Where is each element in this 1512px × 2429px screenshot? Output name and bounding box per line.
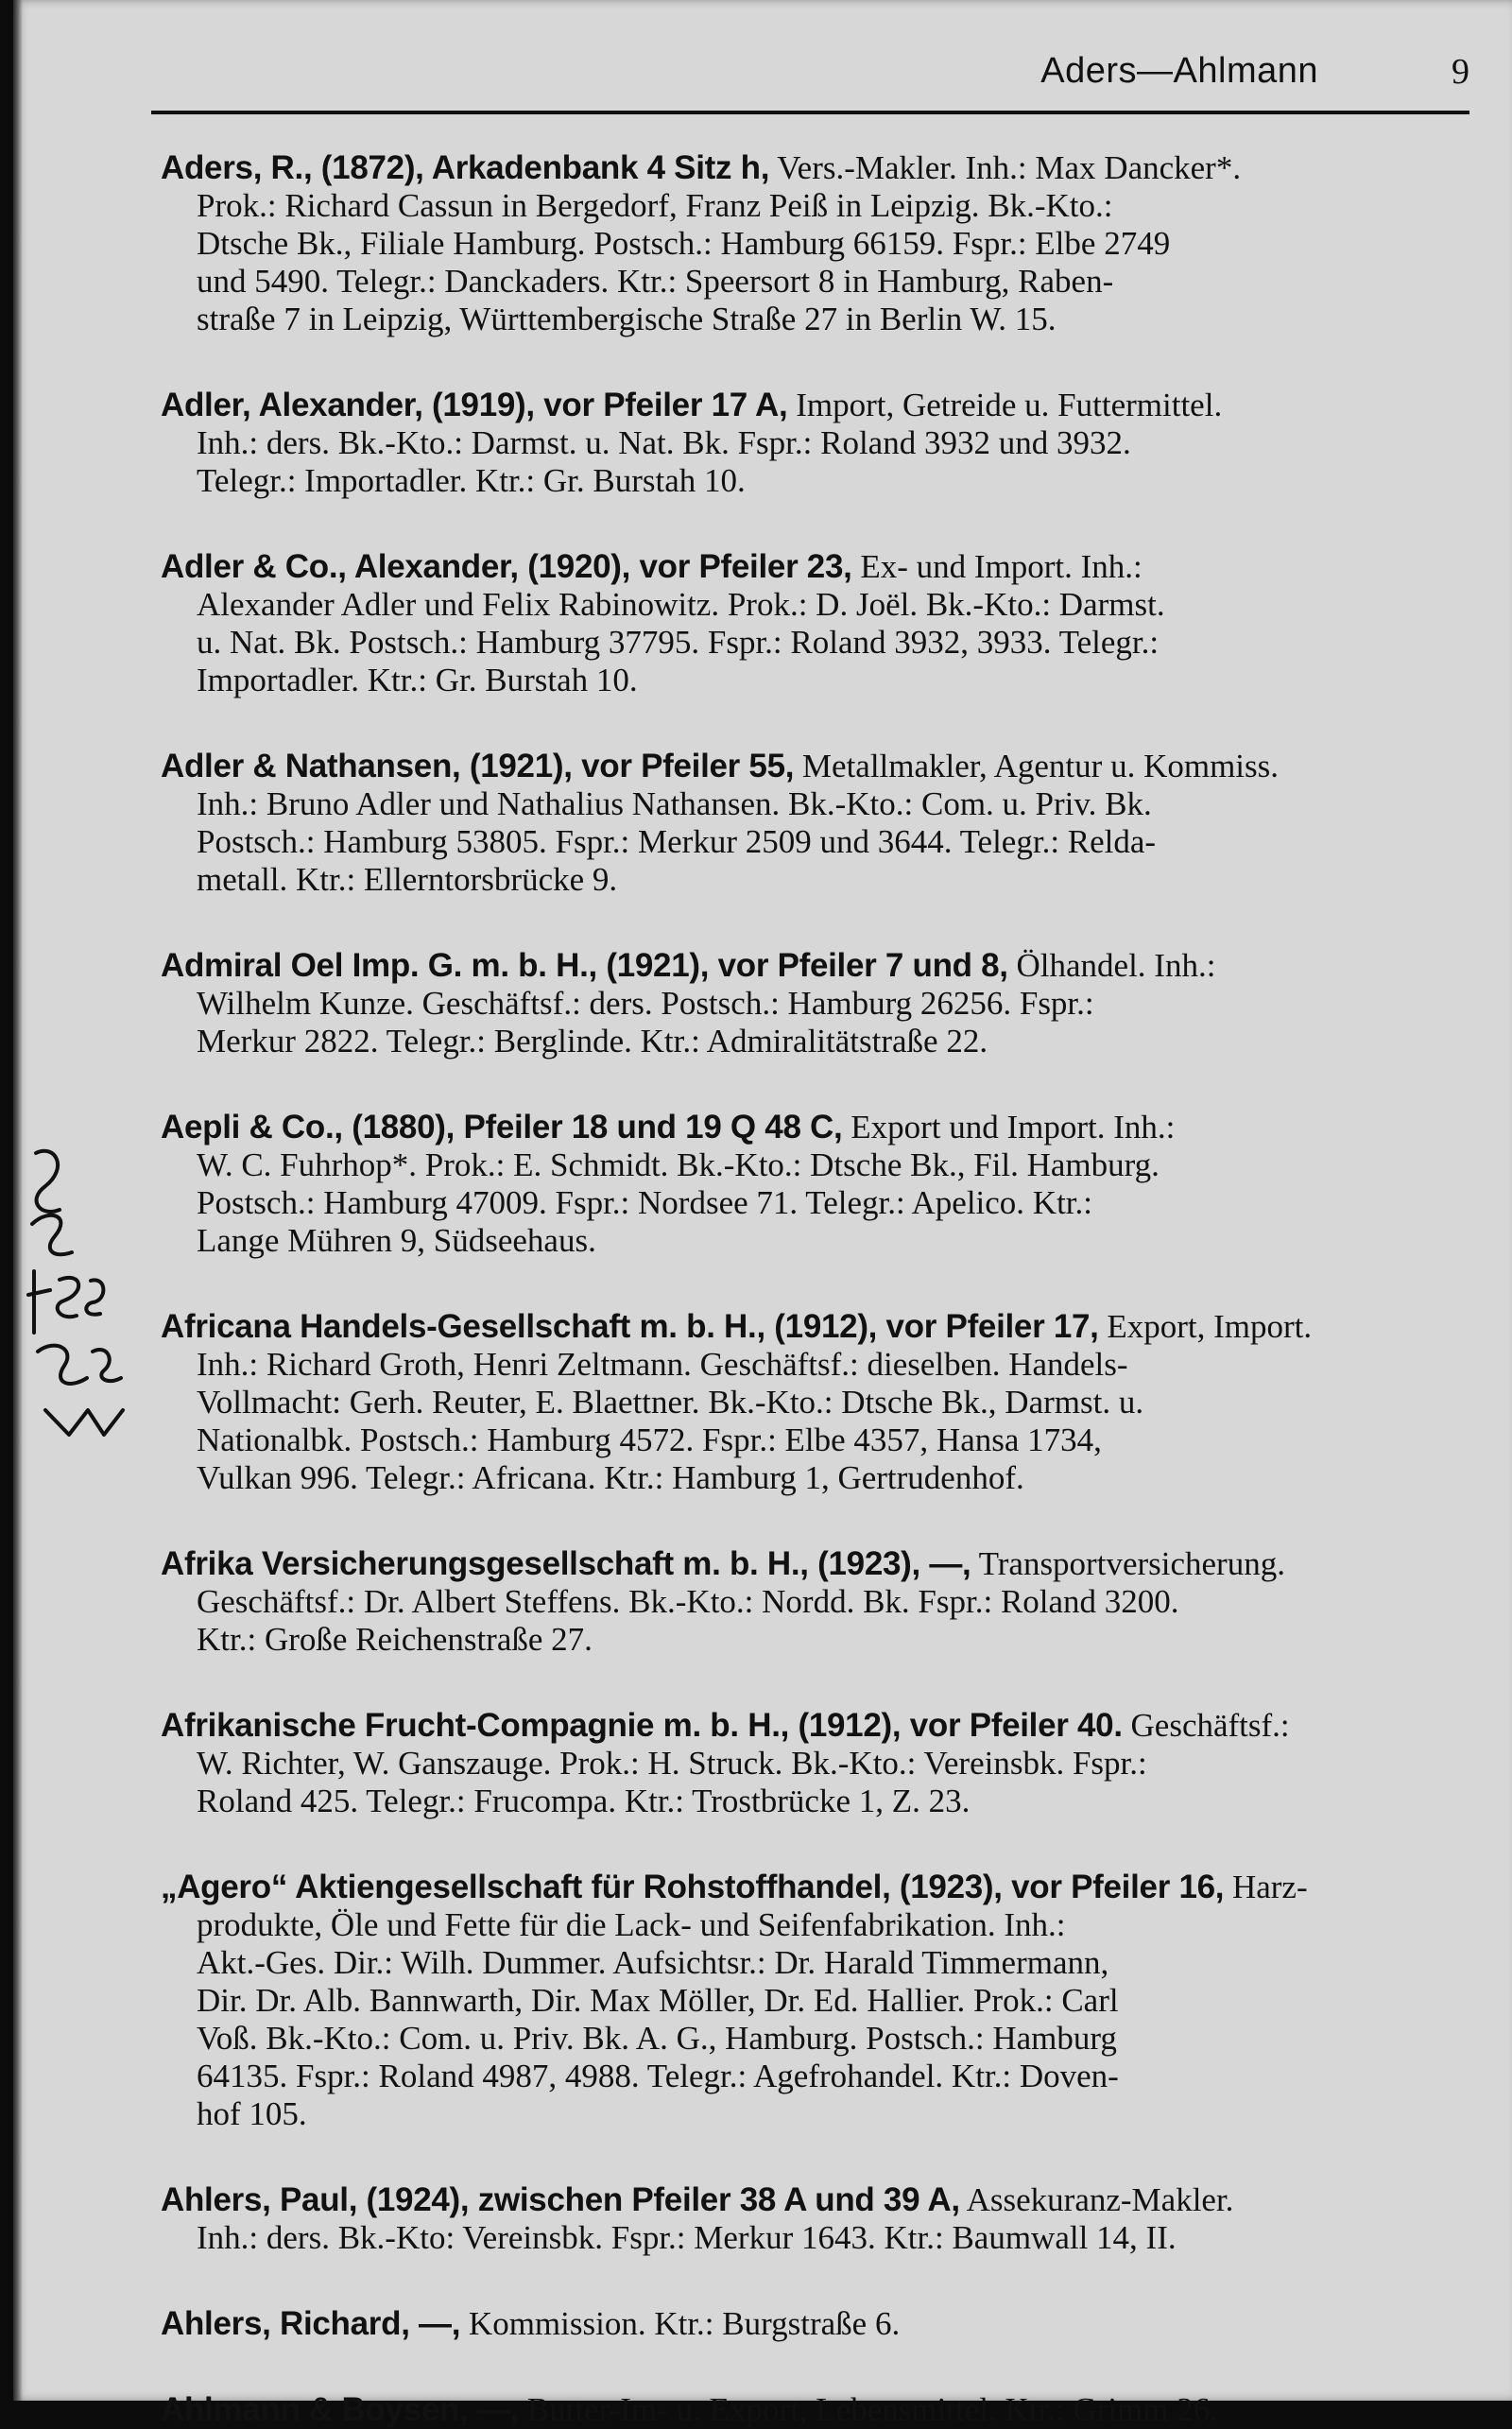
entry-line: Inh.: ders. Bk.-Kto: Vereinsbk. Fspr.: Merkur 1643. Ktr.: Baumwall 14, II. (197, 2219, 1177, 2256)
entry-text: Kommission. Ktr.: Burgstraße 6. (460, 2305, 901, 2342)
entry-line: Vulkan 996. Telegr.: Africana. Ktr.: Hamburg 1, Gertrudenhof. (197, 1459, 1024, 1496)
entry-line: Voß. Bk.-Kto.: Com. u. Priv. Bk. A. G., Hamburg. Postsch.: Hamburg (197, 2020, 1117, 2057)
entry-first-line (161, 1869, 1479, 1906)
entry-name: Admiral Oel Imp. G. m. b. H., (1921), vor Pfeiler 7 und 8, (161, 947, 1008, 984)
entry (161, 1545, 1479, 1659)
entry-line: Akt.-Ges. Dir.: Wilh. Dummer. Aufsichtsr.: Dr. Harald Timmermann, (197, 1944, 1109, 1981)
entry-line: Ktr.: Große Reichenstraße 27. (197, 1621, 593, 1658)
entry-line: 64135. Fspr.: Roland 4987, 4988. Telegr.: Agefrohandel. Ktr.: Doven- (197, 2058, 1119, 2094)
entry-line: Postsch.: Hamburg 47009. Fspr.: Nordsee 71. Telegr.: Apelico. Ktr.: (197, 1184, 1093, 1221)
entry (161, 2181, 1479, 2257)
entry (161, 1308, 1479, 1497)
entry (161, 2305, 1479, 2343)
entry (161, 1707, 1479, 1820)
entry-name: Ahlers, Paul, (1924), zwischen Pfeiler 38 A und 39 A, (161, 2181, 960, 2218)
entry-text: Export und Import. Inh.: (842, 1109, 1176, 1146)
entry-name: Afrikanische Frucht-Compagnie m. b. H., (1912), vor Pfeiler 40. (161, 1707, 1123, 1744)
entry-line: produkte, Öle und Fette für die Lack- und Seifenfabrikation. Inh.: (197, 1906, 1066, 1943)
entry-text: Ex- und Import. Inh.: (851, 548, 1143, 585)
entry-name: Ahlers, Richard, —, (161, 2305, 461, 2342)
entry-line: Lange Mühren 9, Südseehaus. (197, 1222, 596, 1259)
entry-text: Transportversicherung. (971, 1545, 1285, 1582)
entry-first-line (161, 149, 1479, 187)
entry-text: Import, Getreide u. Futtermittel. (787, 387, 1223, 423)
entry-line: metall. Ktr.: Ellerntorsbrücke 9. (197, 861, 618, 898)
entry (161, 2391, 1479, 2429)
entry-line: u. Nat. Bk. Postsch.: Hamburg 37795. Fspr.: Roland 3932, 3933. Telegr.: (197, 624, 1160, 661)
entries (161, 149, 1479, 2428)
entry-first-line (161, 748, 1479, 785)
entry-line: Postsch.: Hamburg 53805. Fspr.: Merkur 2509 und 3644. Telegr.: Relda- (197, 823, 1157, 860)
entry (161, 1869, 1479, 2133)
entry-line: Prok.: Richard Cassun in Bergedorf, Franz Peiß in Leipzig. Bk.-Kto.: (197, 187, 1113, 224)
entry-line: Inh.: Bruno Adler und Nathalius Nathansen. Bk.-Kto.: Com. u. Priv. Bk. (197, 785, 1152, 822)
entry-first-line (161, 1545, 1479, 1583)
entry-text: Butter-Im- u. Export, Lebensmittel. Ktr.: Grimm 26. (519, 2391, 1219, 2428)
entry-line: Alexander Adler und Felix Rabinowitz. Prok.: D. Joël. Bk.-Kto.: Darmst. (197, 586, 1165, 623)
entry-line: Geschäftsf.: Dr. Albert Steffens. Bk.-Kto.: Nordd. Bk. Fspr.: Roland 3200. (197, 1583, 1179, 1620)
entry-first-line (161, 1109, 1479, 1146)
entry (161, 149, 1479, 338)
entry-line: Dir. Dr. Alb. Bannwarth, Dir. Max Möller, Dr. Ed. Hallier. Prok.: Carl (197, 1982, 1119, 2019)
entry-first-line (161, 2391, 1479, 2429)
entry-name: Adler, Alexander, (1919), vor Pfeiler 17 A, (161, 387, 788, 423)
entry-first-line (161, 387, 1479, 424)
entry-name: Ahlmann & Boysen, —, (161, 2391, 520, 2428)
entry-name: Africana Handels-Gesellschaft m. b. H., (1912), vor Pfeiler 17, (161, 1308, 1099, 1345)
entry-line: Dtsche Bk., Filiale Hamburg. Postsch.: Hamburg 66159. Fspr.: Elbe 2749 (197, 225, 1171, 262)
page-number: 9 (1452, 52, 1469, 92)
entry-first-line (161, 2181, 1479, 2219)
entry-name: Aepli & Co., (1880), Pfeiler 18 und 19 Q 48 C, (161, 1109, 843, 1146)
entry-name: Adler & Nathansen, (1921), vor Pfeiler 55, (161, 748, 795, 784)
entry-line: W. Richter, W. Ganszauge. Prok.: H. Struck. Bk.-Kto.: Vereinsbk. Fspr.: (197, 1745, 1147, 1782)
entry-text: Metallmakler, Agentur u. Kommiss. (794, 748, 1280, 784)
entry-text: Geschäftsf.: (1122, 1707, 1290, 1744)
entry-name: Afrika Versicherungsgesellschaft m. b. H., (1923), —, (161, 1545, 971, 1582)
entry-line: Importadler. Ktr.: Gr. Burstah 10. (197, 662, 638, 698)
entry-text: Vers.-Makler. Inh.: Max Dancker*. (769, 149, 1242, 186)
entry-line: Nationalbk. Postsch.: Hamburg 4572. Fspr.: Elbe 4357, Hansa 1734, (197, 1421, 1102, 1458)
entry-text: Assekuranz-Makler. (959, 2181, 1234, 2218)
entry (161, 1109, 1479, 1260)
entry-line: Inh.: Richard Groth, Henri Zeltmann. Geschäftsf.: dieselben. Handels- (197, 1346, 1128, 1383)
entry (161, 947, 1479, 1060)
page-header (151, 38, 1469, 113)
entry-first-line (161, 947, 1479, 985)
entry-line: Inh.: ders. Bk.-Kto.: Darmst. u. Nat. Bk. Fspr.: Roland 3932 und 3932. (197, 424, 1131, 461)
entry-name: Aders, R., (1872), Arkadenbank 4 Sitz h, (161, 149, 770, 186)
entry (161, 387, 1479, 500)
entry-first-line (161, 2305, 1479, 2343)
entry-line: Vollmacht: Gerh. Reuter, E. Blaettner. Bk.-Kto.: Dtsche Bk., Darmst. u. (197, 1384, 1144, 1421)
running-head: Aders—Ahlmann (1040, 51, 1318, 91)
entry-first-line (161, 548, 1479, 586)
entry-first-line (161, 1707, 1479, 1745)
entry-line: straße 7 in Leipzig, Württembergische Straße 27 in Berlin W. 15. (197, 301, 1057, 337)
entry-text: Export, Import. (1098, 1308, 1313, 1345)
entry-name: Adler & Co., Alexander, (1920), vor Pfeiler 23, (161, 548, 852, 585)
entry-name: „Agero“ Aktiengesellschaft für Rohstoffhandel, (1923), vor Pfeiler 16, (161, 1869, 1225, 1905)
entry-line: Merkur 2822. Telegr.: Berglinde. Ktr.: Admiralitätstraße 22. (197, 1023, 988, 1059)
handwritten-annotation (17, 1134, 159, 1465)
entry (161, 548, 1479, 699)
entry-first-line (161, 1308, 1479, 1346)
header-rule (151, 111, 1469, 114)
entry-line: hof 105. (197, 2095, 307, 2132)
entry-line: Wilhelm Kunze. Geschäftsf.: ders. Postsch.: Hamburg 26256. Fspr.: (197, 985, 1094, 1022)
entry-text: Harz- (1224, 1869, 1308, 1905)
entry (161, 748, 1479, 899)
entry-line: Telegr.: Importadler. Ktr.: Gr. Burstah 10. (197, 462, 746, 499)
entry-line: Roland 425. Telegr.: Frucompa. Ktr.: Trostbrücke 1, Z. 23. (197, 1783, 971, 1819)
entry-line: und 5490. Telegr.: Danckaders. Ktr.: Speersort 8 in Hamburg, Raben- (197, 263, 1114, 300)
entry-line: W. C. Fuhrhop*. Prok.: E. Schmidt. Bk.-Kto.: Dtsche Bk., Fil. Hamburg. (197, 1146, 1160, 1183)
entry-text: Ölhandel. Inh.: (1007, 947, 1216, 984)
